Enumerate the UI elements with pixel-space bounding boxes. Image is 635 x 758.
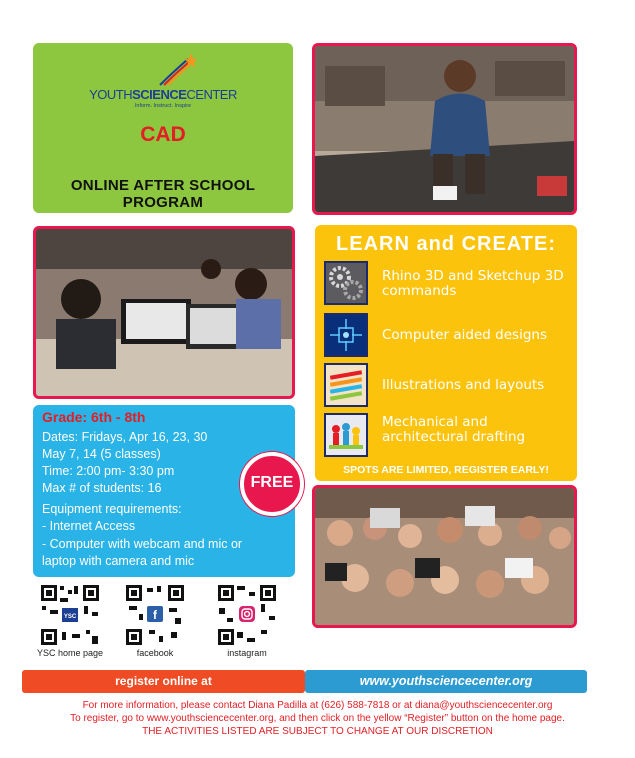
shooting-star-icon [158, 51, 198, 87]
free-badge-label: FREE [250, 474, 294, 491]
gears-icon [324, 261, 368, 305]
qr-code-home-page[interactable] [40, 584, 100, 646]
info-line: Max # of students: 16 [42, 481, 162, 495]
qr-code-facebook[interactable] [125, 584, 185, 646]
robotics-photo [312, 43, 577, 215]
info-line: - Computer with webcam and mic or [42, 537, 243, 551]
info-line: Dates: Fridays, Apr 16, 23, 30 [42, 430, 208, 444]
learn-title: LEARN and CREATE: [336, 233, 556, 255]
students-group-photo-art [315, 488, 574, 625]
info-line: Equipment requirements: [42, 502, 182, 516]
chess-figures-icon [324, 413, 368, 457]
learn-item-label: Illustrations and layouts [382, 377, 545, 393]
pencils-icon [324, 363, 368, 407]
website-link[interactable]: www.youthsciencecenter.org [359, 674, 533, 688]
header-panel [33, 43, 293, 213]
robotics-photo-art [315, 46, 574, 212]
students-group-photo [312, 485, 577, 628]
register-instructions: To register, go to www.youthsciencecenter.org, and then click on the yellow “Register” button on the home page. [70, 713, 565, 724]
info-line: May 7, 14 (5 classes) [42, 447, 161, 461]
learn-item [324, 413, 572, 459]
website-bar[interactable] [305, 670, 587, 693]
logo-tagline: Inform. Instruct. Inspire [134, 103, 192, 109]
free-badge [240, 452, 304, 516]
students-laptops-photo [33, 226, 295, 399]
grade-range: Grade: 6th - 8th [42, 409, 146, 425]
qr-code-instagram[interactable] [217, 584, 277, 646]
register-label: register online at [115, 674, 212, 688]
qr-caption: YSC home page [36, 648, 104, 658]
register-bar [22, 670, 305, 693]
students-laptops-photo-art [36, 229, 292, 396]
learn-item-label: Computer aided designs [382, 327, 547, 343]
info-line: laptop with camera and mic [42, 554, 195, 568]
info-line: - Internet Access [42, 519, 136, 533]
spots-limited-note: SPOTS ARE LIMITED, REGISTER EARLY! [343, 464, 549, 476]
disclaimer: THE ACTIVITIES LISTED ARE SUBJECT TO CHANGE AT OUR DISCRETION [142, 726, 493, 737]
logo-wordmark: YOUTHSCIENCECENTER [89, 87, 237, 102]
ysc-logo [88, 51, 238, 109]
qr-caption: facebook [136, 648, 174, 658]
svg-text:YSC: YSC [63, 614, 77, 620]
svg-text:f: f [153, 608, 157, 622]
learn-item-label: Mechanical and architectural drafting [382, 414, 526, 445]
course-title: CAD [140, 123, 186, 146]
program-title: ONLINE AFTER SCHOOL PROGRAM [70, 177, 256, 211]
qr-caption: instagram [227, 648, 267, 658]
contact-info: For more information, please contact Diana Padilla at (626) 588-7818 or at diana@youthsciencecenter.org [82, 700, 553, 711]
learn-item [324, 261, 572, 307]
learn-create-panel [315, 225, 577, 481]
circuit-icon [324, 313, 368, 357]
info-line: Time: 2:00 pm- 3:30 pm [42, 464, 175, 478]
learn-item [324, 363, 572, 409]
learn-item-label: Rhino 3D and Sketchup 3D commands [382, 268, 564, 299]
learn-item [324, 313, 572, 359]
